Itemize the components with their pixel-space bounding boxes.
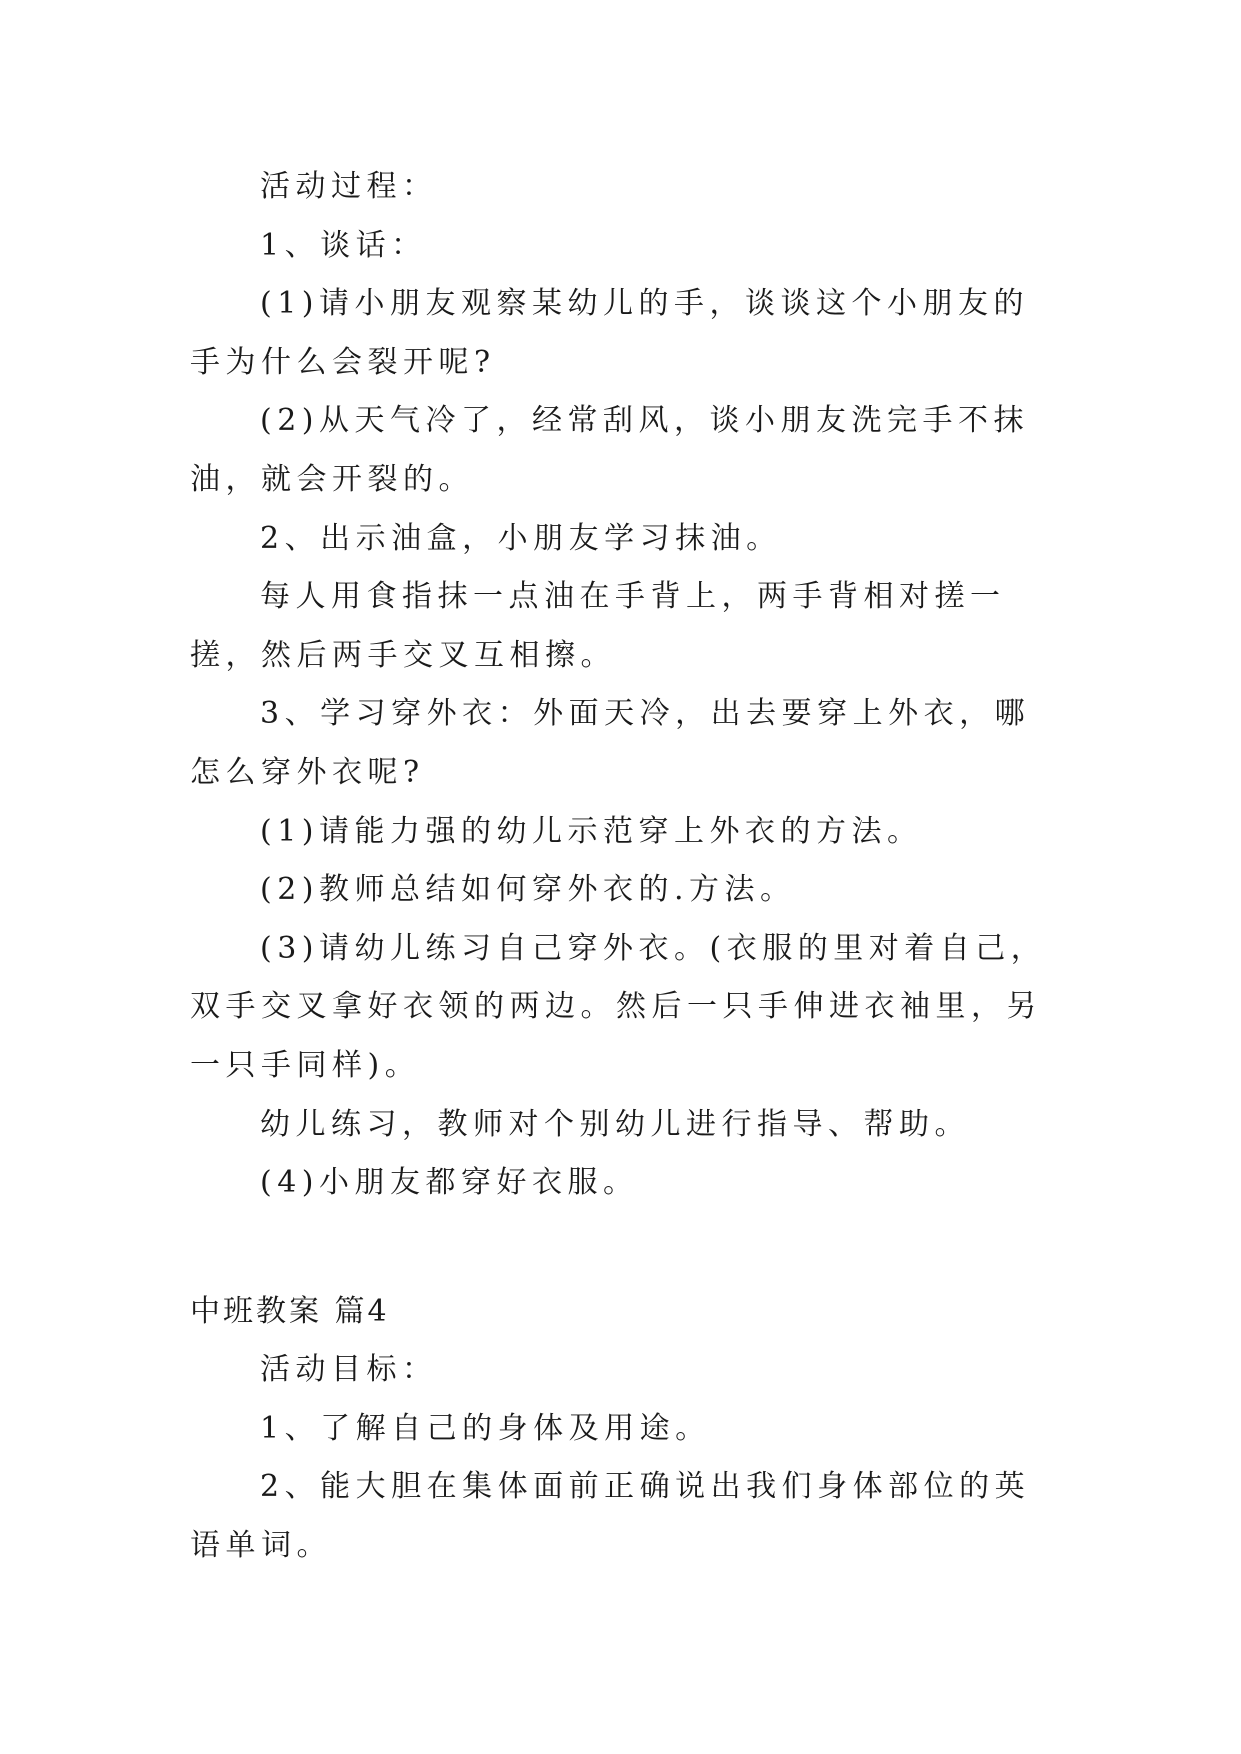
section-spacer <box>190 1213 1055 1283</box>
paragraph-step-3-item-4: (4)小朋友都穿好衣服。 <box>260 1165 639 1201</box>
paragraph-children-practice: 幼儿练习，教师对个别幼儿进行指导、帮助。 <box>260 1106 970 1142</box>
paragraph-activity-goals-heading: 活动目标： <box>260 1352 438 1388</box>
paragraph-step-1-item-1: (1)请小朋友观察某幼儿的手，谈谈这个小朋友的手为什么会裂开呢? <box>190 286 1029 380</box>
document-body <box>190 158 1055 1576</box>
section-title: 中班教案 篇4 <box>190 1293 390 1329</box>
paragraph-goal-1: 1、了解自己的身体及用途。 <box>260 1410 711 1446</box>
paragraph-step-3-item-3: (3)请幼儿练习自己穿外衣。(衣服的里对着自己，双手交叉拿好衣领的两边。然后一只手伸进衣袖里，另一只手同样)。 <box>190 930 1047 1083</box>
paragraph-step-1-item-2: (2)从天气冷了，经常刮风，谈小朋友洗完手不抹油，就会开裂的。 <box>190 403 1029 497</box>
paragraph-step-3-item-2: (2)教师总结如何穿外衣的.方法。 <box>260 872 796 908</box>
paragraph-step-1-heading: 1、谈话： <box>260 227 427 263</box>
paragraph-step-2-detail: 每人用食指抹一点油在手背上，两手背相对搓一搓，然后两手交叉互相擦。 <box>190 579 1006 673</box>
paragraph-step-3-item-1: (1)请能力强的幼儿示范穿上外衣的方法。 <box>260 813 923 849</box>
paragraph-goal-2: 2、能大胆在集体面前正确说出我们身体部位的英语单词。 <box>190 1469 1031 1564</box>
paragraph-step-2: 2、出示油盒，小朋友学习抹油。 <box>260 520 782 556</box>
paragraph-activity-process-heading: 活动过程： <box>260 169 438 204</box>
paragraph-step-3: 3、学习穿外衣：外面天冷，出去要穿上外衣，哪怎么穿外衣呢? <box>190 696 1031 790</box>
